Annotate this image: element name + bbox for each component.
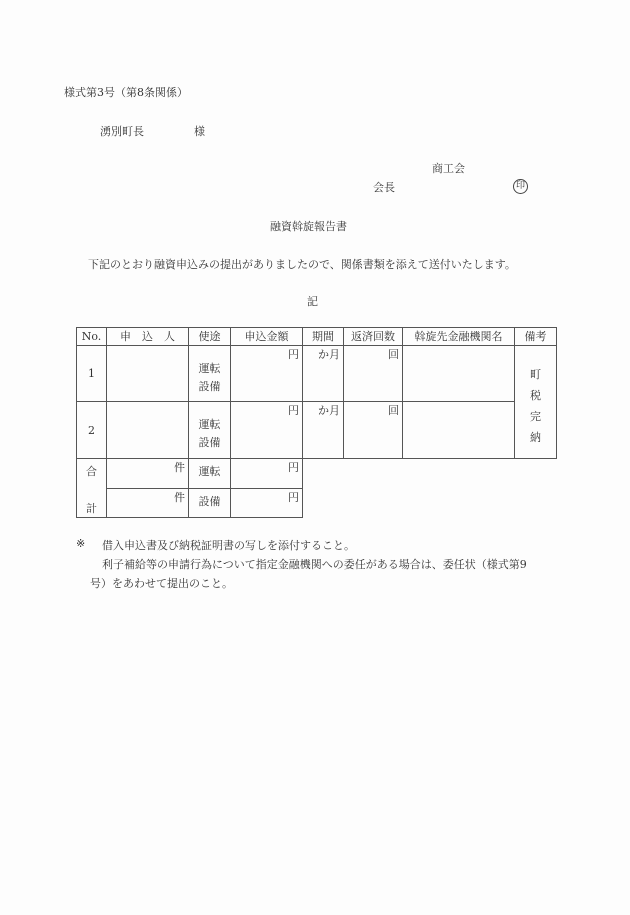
usage-cell xyxy=(189,346,231,402)
intro-text: 下記のとおり融資申込みの提出がありましたので、関係書類を添えて送付いたします。 xyxy=(88,258,516,271)
total-row-equipment xyxy=(77,489,557,518)
period-unit: か月 xyxy=(318,404,340,417)
header-bank: 斡旋先金融機関名 xyxy=(403,328,515,346)
repayments-cell[interactable] xyxy=(344,346,403,402)
remarks-char: 納 xyxy=(530,431,541,444)
bank-cell[interactable] xyxy=(403,402,515,459)
applicant-cell[interactable] xyxy=(107,346,189,402)
loan-report-table xyxy=(76,327,557,518)
total-count-cell[interactable] xyxy=(107,459,189,489)
total-amount-cell[interactable] xyxy=(231,459,303,489)
addressee-name: 湧別町長 xyxy=(100,125,144,138)
header-applicant: 申 込 人 xyxy=(107,328,189,346)
total-usage-label: 運転 xyxy=(198,465,221,478)
amount-cell[interactable] xyxy=(231,402,303,459)
usage-operating: 運転 xyxy=(198,418,221,431)
total-label xyxy=(77,459,107,518)
sender-title: 会長 xyxy=(373,181,395,194)
note-line-2: 利子補給等の申請行為について指定金融機関への委任がある場合は、委任状（様式第9 xyxy=(102,558,527,571)
table-row xyxy=(77,402,557,459)
header-repayments: 返済回数 xyxy=(344,328,403,346)
amount-unit: 円 xyxy=(288,404,299,417)
total-usage xyxy=(189,459,231,489)
applicant-cell[interactable] xyxy=(107,402,189,459)
blank-area xyxy=(303,489,557,518)
amount-unit: 円 xyxy=(288,348,299,361)
note-line-3: 号）をあわせて提出のこと。 xyxy=(90,577,233,590)
blank-area xyxy=(303,459,557,489)
header-amount: 申込金額 xyxy=(231,328,303,346)
total-row-operating xyxy=(77,459,557,489)
remarks-char: 町 xyxy=(530,368,541,381)
period-cell[interactable] xyxy=(303,402,344,459)
amount-cell[interactable] xyxy=(231,346,303,402)
remarks-char: 税 xyxy=(530,389,541,402)
period-cell[interactable] xyxy=(303,346,344,402)
remarks-char: 完 xyxy=(530,410,541,423)
count-unit: 件 xyxy=(174,461,185,474)
addressee-honorific: 様 xyxy=(194,125,205,138)
row-no: 1 xyxy=(77,346,107,402)
sender-org: 商工会 xyxy=(432,162,465,175)
total-usage-label: 設備 xyxy=(198,495,221,509)
header-usage: 使途 xyxy=(189,328,231,346)
seal-mark-icon: 印 xyxy=(513,179,528,194)
period-unit: か月 xyxy=(318,348,340,361)
usage-cell xyxy=(189,402,231,459)
header-no: No. xyxy=(77,328,107,346)
note-line-1: 借入申込書及び納税証明書の写しを添付すること。 xyxy=(102,539,355,552)
note-mark: ※ xyxy=(76,537,86,550)
amount-unit: 円 xyxy=(288,491,299,505)
usage-equipment: 設備 xyxy=(198,380,221,393)
row-no: 2 xyxy=(77,402,107,459)
form-number: 様式第3号（第8条関係） xyxy=(64,86,188,99)
count-unit: 件 xyxy=(174,491,185,505)
repayments-cell[interactable] xyxy=(344,402,403,459)
table-row xyxy=(77,346,557,402)
table-header-row xyxy=(77,328,557,346)
amount-unit: 円 xyxy=(288,461,299,474)
repay-unit: 回 xyxy=(388,404,399,417)
usage-equipment: 設備 xyxy=(198,436,221,449)
header-period: 期間 xyxy=(303,328,344,346)
total-label-bottom: 計 xyxy=(86,502,97,515)
total-label-top: 合 xyxy=(86,465,97,478)
header-remarks: 備考 xyxy=(515,328,557,346)
usage-operating: 運転 xyxy=(198,362,221,375)
ki-heading: 記 xyxy=(307,295,318,308)
repay-unit: 回 xyxy=(388,348,399,361)
total-usage xyxy=(189,489,231,518)
bank-cell[interactable] xyxy=(403,346,515,402)
document-title: 融資斡旋報告書 xyxy=(270,220,347,233)
total-count-cell[interactable] xyxy=(107,489,189,518)
total-amount-cell[interactable] xyxy=(231,489,303,518)
remarks-cell xyxy=(515,346,557,459)
